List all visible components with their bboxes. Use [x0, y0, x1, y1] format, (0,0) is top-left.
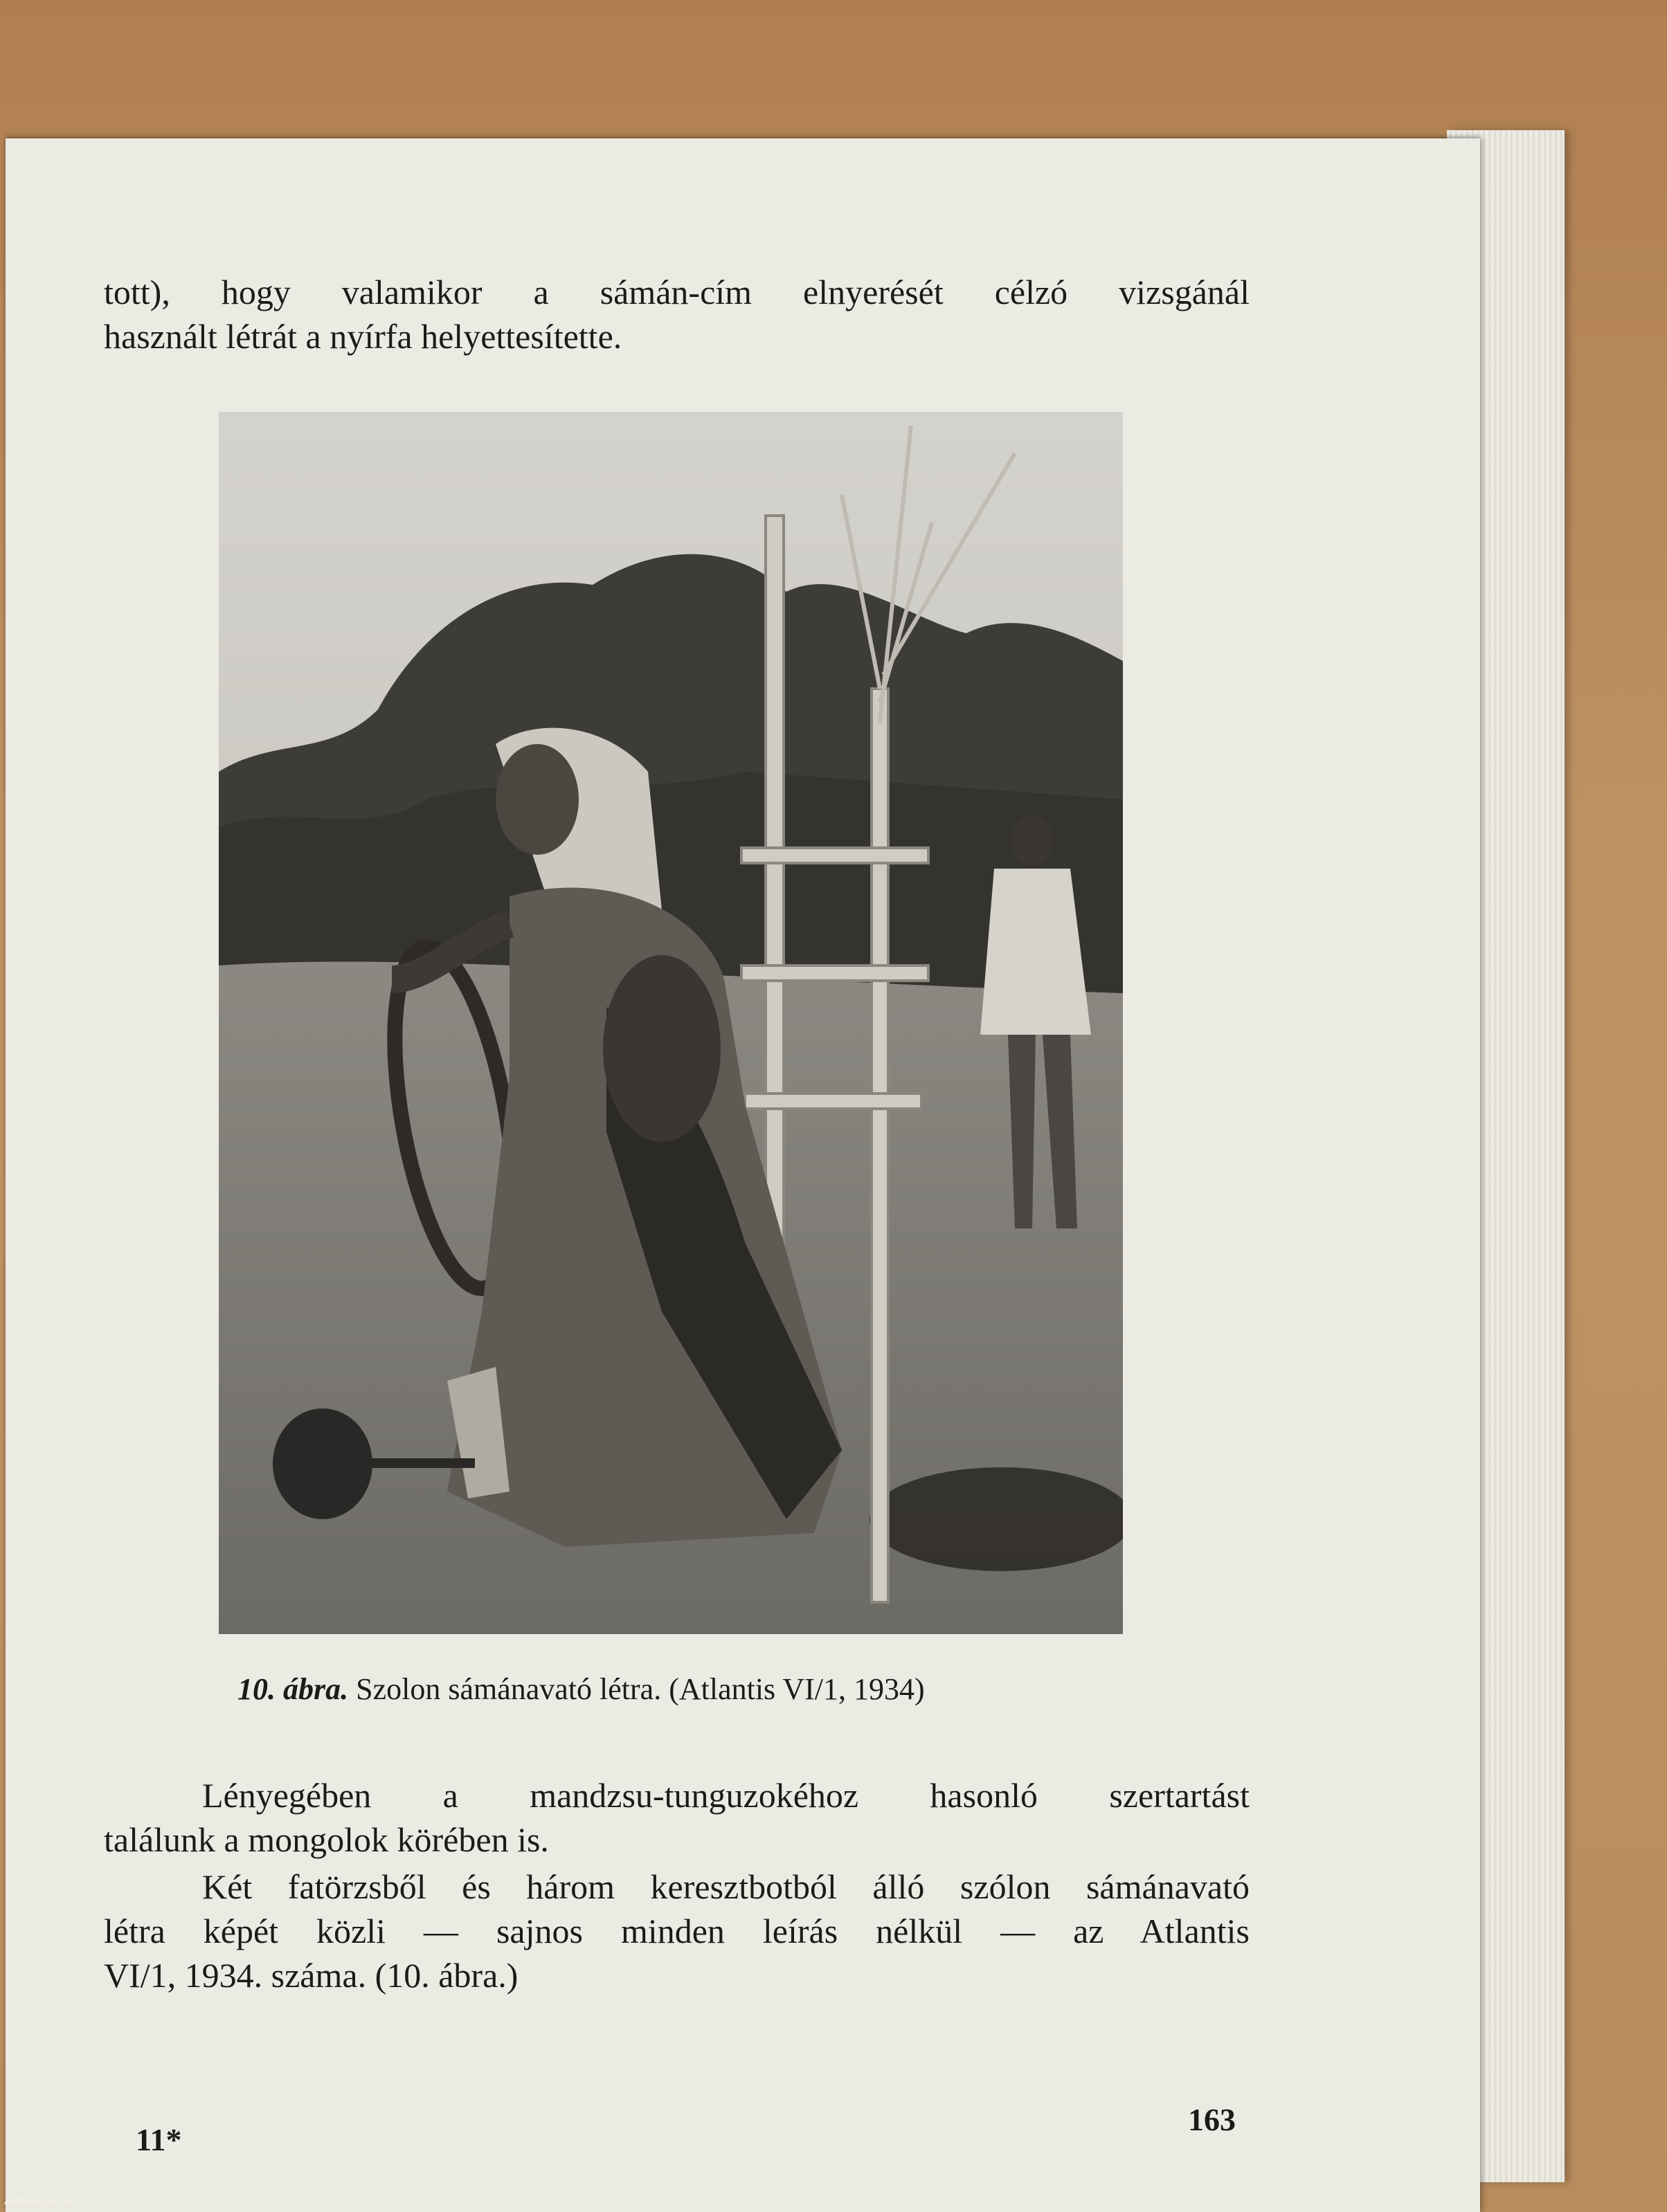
caption-text: Szolon sámánavató létra. (Atlantis VI/1, 1934)	[348, 1672, 925, 1706]
paragraph-2-line-1: Lényegében a mandzsu-tunguzokéhoz hasonló szertartást	[202, 1776, 1250, 1815]
signature-mark: 11*	[136, 2122, 182, 2157]
watermark: Antikvarium.hu	[4, 2195, 73, 2207]
paragraph-1-line-1: tott), hogy valamikor a sámán-cím elnyerését célzó vizsgánál	[104, 273, 1250, 311]
paragraph-3-line-2: létra képét közli — sajnos minden leírás nélkül — az Atlantis	[104, 1912, 1250, 1950]
caption-label: 10. ábra.	[237, 1672, 349, 1706]
book-page	[6, 138, 1480, 2212]
figure-caption	[237, 1671, 1117, 1707]
paragraph-2-line-2: találunk a mongolok körében is.	[104, 1820, 549, 1859]
paragraph-1-line-2: használt létrát a nyírfa helyettesítette.	[104, 317, 622, 356]
paragraph-3-line-3: VI/1, 1934. száma. (10. ábra.)	[104, 1956, 519, 1995]
paragraph-3-line-1: Két fatörzsből és három keresztbotból álló szólon sámánavató	[202, 1867, 1250, 1906]
shaman-ladder-photo-illustration	[219, 412, 1123, 1634]
figure-photograph	[219, 412, 1123, 1634]
page-number: 163	[1188, 2102, 1236, 2137]
